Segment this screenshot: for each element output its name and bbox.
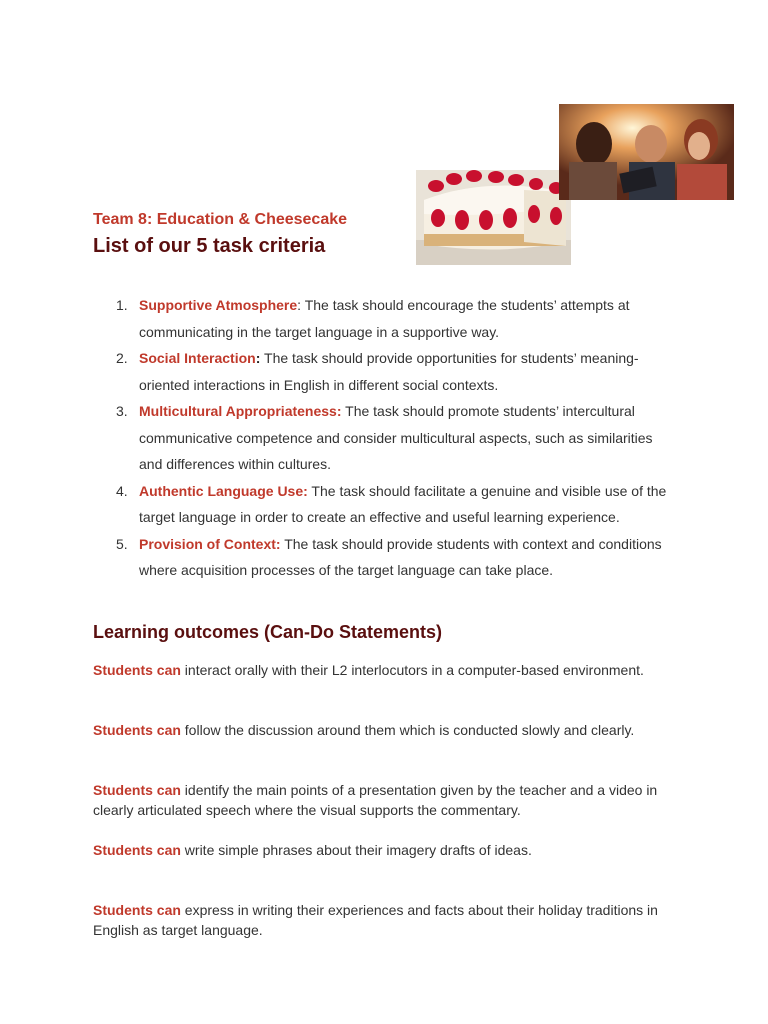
criteria-item [116, 398, 679, 478]
criteria-term: Social Interaction [139, 350, 256, 366]
criteria-item [116, 345, 679, 398]
criteria-separator: : [255, 350, 261, 366]
criteria-text: The task should promote students’ intercultural communicative competence and consider multicultural aspects, such as similarities and differences within cultures. [139, 403, 653, 472]
outcomes-title: Learning outcomes (Can-Do Statements) [93, 622, 443, 642]
criteria-term: Authentic Language Use: [139, 482, 308, 499]
outcome-lead: Students can [93, 902, 181, 918]
outcome-text: write simple phrases about their imagery drafts of ideas. [180, 842, 532, 858]
outcome-item [93, 900, 683, 960]
criteria-item [116, 531, 679, 584]
criteria-separator: : [297, 297, 302, 313]
outcomes-list [93, 660, 683, 960]
criteria-term: Supportive Atmosphere [139, 297, 298, 313]
list-number: 4. [116, 482, 128, 499]
outcome-lead: Students can [93, 782, 181, 798]
criteria-item [116, 478, 679, 531]
criteria-term: Multicultural Appropriateness: [139, 403, 342, 419]
outcome-text: interact orally with their L2 interlocutors in a computer-based environment. [180, 662, 644, 678]
criteria-text: The task should facilitate a genuine and visible use of the target language in order to create an effective and useful learning experience. [139, 482, 667, 525]
list-number: 5. [116, 535, 128, 552]
criteria-term: Provision of Context: [139, 535, 281, 552]
team-title: Team 8: Education & Cheesecake [93, 211, 348, 228]
outcome-text: express in writing their experiences and facts about their holiday traditions in English as target language. [93, 902, 658, 938]
list-number: 1. [116, 297, 128, 313]
list-number: 3. [116, 403, 128, 419]
outcome-text: identify the main points of a presentation given by the teacher and a video in clearly articulated speech where the visual supports the commentary. [93, 782, 658, 818]
outcome-lead: Students can [93, 722, 181, 738]
criteria-list [116, 292, 679, 584]
cheesecake-image [416, 170, 571, 265]
outcome-text: follow the discussion around them which is conducted slowly and clearly. [180, 722, 635, 738]
list-number: 2. [116, 350, 128, 366]
criteria-text: The task should provide students with context and conditions where acquisition processes of the target language can take place. [139, 535, 662, 578]
outcome-lead: Students can [93, 662, 181, 678]
criteria-text: The task should provide opportunities for students’ meaning-oriented interactions in English in different social contexts. [139, 350, 639, 393]
students-image [559, 104, 734, 200]
page-title: List of our 5 task criteria [93, 235, 326, 257]
outcome-lead: Students can [93, 842, 181, 858]
outcome-item [93, 840, 683, 900]
outcome-item [93, 660, 683, 720]
criteria-text: The task should encourage the students’ attempts at communicating in the target language in a supportive way. [139, 297, 630, 340]
criteria-item [116, 292, 679, 345]
outcome-item [93, 720, 683, 780]
outcome-item [93, 780, 683, 840]
